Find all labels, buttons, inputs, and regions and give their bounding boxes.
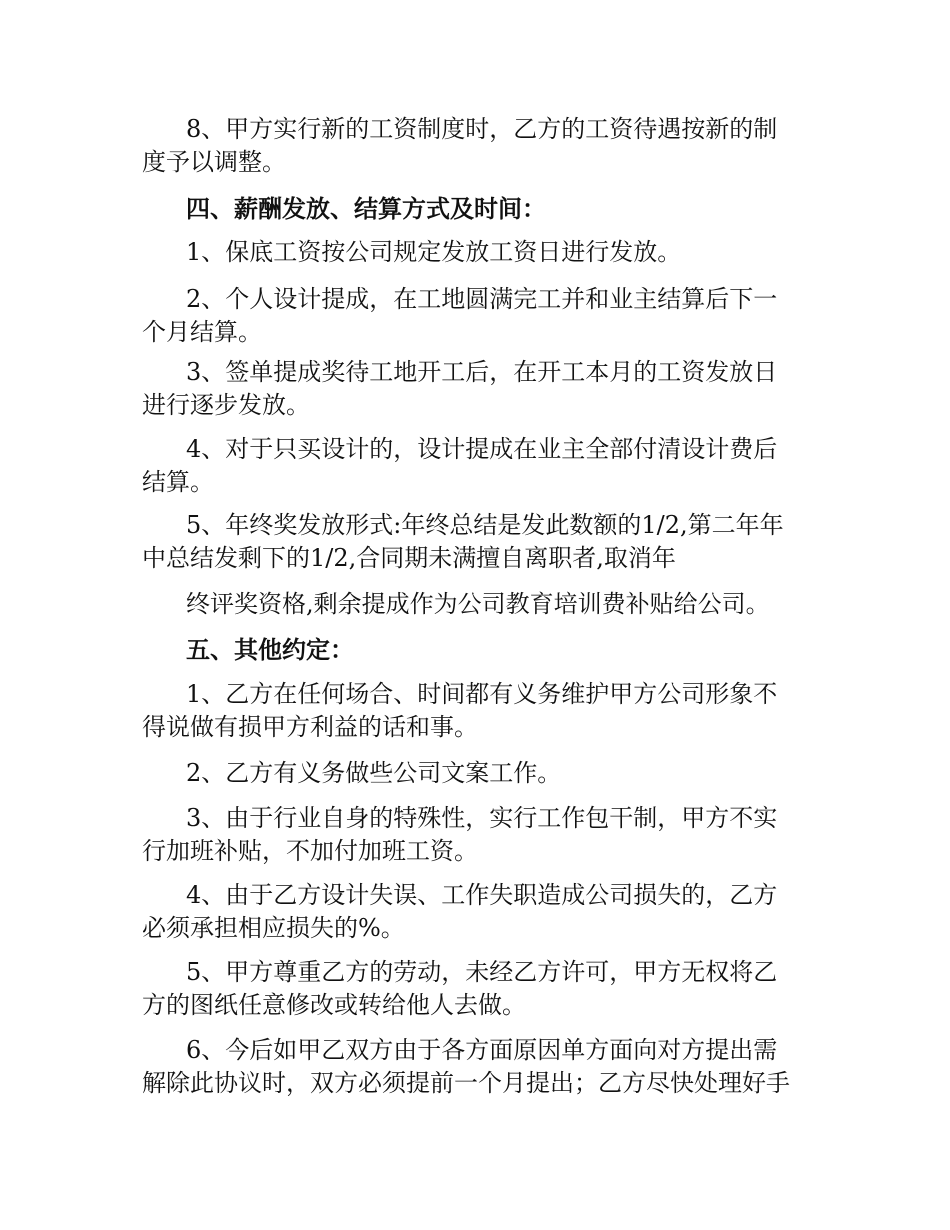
section-heading-five — [142, 633, 802, 666]
paragraph-payment-5-continued — [142, 588, 802, 621]
paragraph-line: 5、甲方尊重乙方的劳动，未经乙方许可，甲方无权将乙 — [186, 958, 778, 986]
paragraph-line: 1、保底工资按公司规定发放工资日进行发放。 — [186, 238, 682, 266]
paragraph-line: 4、对于只买设计的，设计提成在业主全部付清设计费后 — [186, 435, 778, 463]
paragraph-line: 个月结算。 — [142, 318, 262, 346]
paragraph-line: 2、个人设计提成，在工地圆满完工并和业主结算后下一 — [186, 285, 778, 313]
paragraph-clause-8 — [142, 113, 802, 179]
section-heading-four — [142, 192, 802, 225]
paragraph-payment-2 — [142, 283, 802, 349]
paragraph-line: 6、今后如甲乙双方由于各方面原因单方面向对方提出需 — [186, 1036, 778, 1064]
paragraph-line: 得说做有损甲方利益的话和事。 — [142, 713, 478, 741]
paragraph-line: 1、乙方在任何场合、时间都有义务维护甲方公司形象不 — [186, 680, 778, 708]
paragraph-line: 中总结发剩下的1/2,合同期未满擅自离职者,取消年 — [142, 544, 676, 572]
paragraph-line: 终评奖资格,剩余提成作为公司教育培训费补贴给公司。 — [186, 590, 770, 618]
paragraph-payment-4 — [142, 433, 802, 499]
paragraph-line: 3、签单提成奖待工地开工后，在开工本月的工资发放日 — [186, 358, 778, 386]
paragraph-payment-1 — [142, 236, 802, 269]
paragraph-line: 2、乙方有义务做些公司文案工作。 — [186, 759, 562, 787]
paragraph-line: 结算。 — [142, 468, 214, 496]
paragraph-payment-3 — [142, 356, 802, 422]
paragraph-line: 必须承担相应损失的%。 — [142, 914, 405, 942]
paragraph-other-4 — [142, 879, 802, 945]
paragraph-other-5 — [142, 956, 802, 1022]
paragraph-line: 进行逐步发放。 — [142, 391, 310, 419]
paragraph-line: 方的图纸任意修改或转给他人去做。 — [142, 991, 526, 1019]
paragraph-line: 解除此协议时，双方必须提前一个月提出；乙方尽快处理好手 — [142, 1069, 790, 1097]
paragraph-other-3 — [142, 802, 802, 868]
paragraph-line: 8、甲方实行新的工资制度时，乙方的工资待遇按新的制 — [186, 115, 778, 143]
paragraph-line: 3、由于行业自身的特殊性，实行工作包干制，甲方不实 — [186, 804, 778, 832]
paragraph-line: 行加班补贴，不加付加班工资。 — [142, 837, 478, 865]
paragraph-line: 度予以调整。 — [142, 148, 286, 176]
paragraph-other-6 — [142, 1034, 802, 1100]
paragraph-line: 5、年终奖发放形式:年终总结是发此数额的1/2,第二年年 — [186, 511, 784, 539]
paragraph-other-1 — [142, 678, 802, 744]
paragraph-line: 4、由于乙方设计失误、工作失职造成公司损失的，乙方 — [186, 881, 778, 909]
heading-text: 五、其他约定： — [186, 635, 354, 664]
heading-text: 四、薪酬发放、结算方式及时间： — [186, 194, 546, 223]
paragraph-other-2 — [142, 757, 802, 790]
paragraph-payment-5 — [142, 509, 802, 575]
